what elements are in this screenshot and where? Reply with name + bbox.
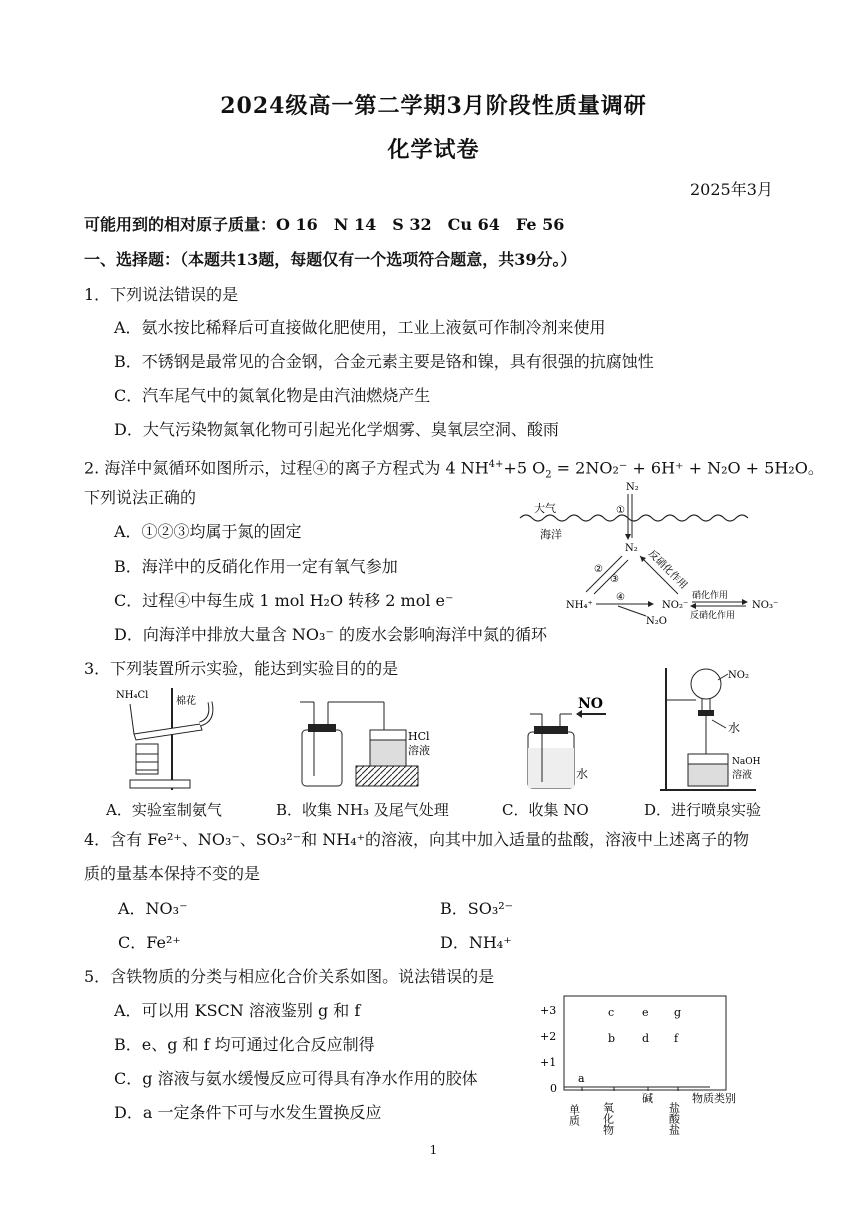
q4-option-a: A．NO₃⁻ [118, 899, 188, 918]
q4-option-d: D．NH₄⁺ [440, 933, 512, 952]
svg-text:单质: 单质 [567, 1104, 581, 1126]
svg-text:g: g [674, 1006, 682, 1019]
svg-text:a: a [578, 1072, 585, 1085]
exam-subject: 化学试卷 [387, 137, 480, 163]
q2-option-a: A．①②③均属于氮的固定 [114, 522, 302, 541]
apparatus-a-diagram [110, 684, 230, 794]
svg-text:水: 水 [576, 767, 589, 781]
q5-option-c: C．g 溶液与氨水缓慢反应可得具有净水作用的胶体 [114, 1069, 478, 1088]
q5-option-b: B．e、g 和 f 均可通过化合反应制得 [114, 1035, 375, 1054]
nitrogen-cycle-diagram [512, 476, 782, 628]
svg-text:N₂: N₂ [626, 482, 639, 493]
svg-text:氧化物: 氧化物 [601, 1102, 615, 1135]
svg-text:物质类别: 物质类别 [692, 1092, 736, 1105]
q2-stem-2: 下列说法正确的 [84, 488, 197, 507]
exam-title: 2024级高一第二学期3月阶段性质量调研 [220, 93, 647, 119]
svg-text:b: b [608, 1032, 616, 1045]
svg-text:溶液: 溶液 [408, 744, 430, 757]
iron-valence-chart [530, 994, 760, 1136]
svg-text:HCl: HCl [408, 730, 430, 743]
q5-stem: 5．含铁物质的分类与相应化合价关系如图。说法错误的是 [84, 967, 495, 986]
q3-stem: 3．下列装置所示实验，能达到实验目的的是 [84, 659, 399, 678]
q4-stem-2: 质的量基本保持不变的是 [84, 864, 261, 883]
svg-text:NH₄Cl: NH₄Cl [116, 690, 149, 701]
apparatus-c-diagram [520, 690, 620, 790]
q2-option-c: C．过程④中每生成 1 mol H₂O 转移 2 mol e⁻ [114, 591, 454, 610]
svg-text:反硝化作用: 反硝化作用 [690, 611, 736, 621]
svg-text:NO: NO [578, 696, 603, 712]
svg-text:N₂O: N₂O [646, 616, 667, 627]
svg-text:棉花: 棉花 [176, 696, 196, 707]
q2-option-d: D．向海洋中排放大量含 NO₃⁻ 的废水会影响海洋中氮的循环 [114, 625, 547, 644]
q5-option-d: D．a 一定条件下可与水发生置换反应 [114, 1103, 382, 1122]
q1-option-a: A．氨水按比稀释后可直接做化肥使用，工业上液氨可作制冷剂来使用 [114, 318, 606, 337]
svg-text:e: e [642, 1006, 649, 1019]
svg-text:①: ① [616, 505, 625, 516]
svg-text:f: f [674, 1032, 679, 1045]
svg-text:反硝化作用: 反硝化作用 [645, 548, 690, 592]
svg-text:水: 水 [728, 721, 741, 735]
svg-text:碱: 碱 [642, 1092, 653, 1105]
page-number: 1 [429, 1143, 438, 1157]
svg-text:N₂: N₂ [625, 543, 638, 554]
apparatus-d-diagram [656, 664, 776, 794]
q1-option-c: C．汽车尾气中的氮氧化物是由汽油燃烧产生 [114, 386, 431, 405]
svg-text:NaOH: NaOH [732, 757, 761, 767]
q2-option-b: B．海洋中的反硝化作用一定有氧气参加 [114, 557, 398, 576]
svg-text:NO₂: NO₂ [728, 670, 749, 681]
svg-text:②: ② [594, 564, 603, 575]
q3-option-a: A．实验室制氨气 [106, 801, 222, 819]
svg-text:+3: +3 [540, 1004, 557, 1017]
svg-text:d: d [642, 1032, 650, 1045]
svg-text:海洋: 海洋 [540, 528, 562, 541]
svg-text:盐酸盐: 盐酸盐 [667, 1102, 681, 1135]
svg-text:溶液: 溶液 [732, 770, 752, 781]
svg-text:c: c [608, 1006, 615, 1019]
section-heading: 一、选择题：（本题共13题，每题仅有一个选项符合题意，共39分。） [84, 250, 577, 269]
q3-option-b: B．收集 NH₃ 及尾气处理 [276, 801, 449, 819]
svg-text:大气: 大气 [534, 502, 556, 515]
svg-text:③: ③ [610, 574, 619, 585]
q4-option-c: C．Fe²⁺ [118, 933, 181, 952]
q3-option-c: C．收集 NO [502, 801, 589, 819]
q1-option-b: B．不锈钢是最常见的合金钢，合金元素主要是铬和镍，具有很强的抗腐蚀性 [114, 352, 654, 371]
svg-text:+1: +1 [540, 1056, 557, 1069]
svg-text:0: 0 [550, 1082, 557, 1095]
svg-text:NH₄⁺: NH₄⁺ [566, 600, 593, 611]
svg-text:④: ④ [616, 592, 625, 603]
q5-option-a: A．可以用 KSCN 溶液鉴别 g 和 f [114, 1001, 361, 1020]
atomic-masses: 可能用到的相对原子质量：O 16 N 14 S 32 Cu 64 Fe 56 [84, 215, 565, 234]
svg-text:+2: +2 [540, 1030, 557, 1043]
exam-date: 2025年3月 [690, 180, 773, 199]
q2-stem: 2. 海洋中氮循环如图所示，过程④的离子方程式为 4 $NH^{4+}+5$ $O_2 = 2NO_2^- + 6H^+ + N_2O + 5H_2O$。 [84, 458, 824, 481]
svg-text:硝化作用: 硝化作用 [692, 591, 729, 601]
svg-text:NO₃⁻: NO₃⁻ [752, 600, 779, 611]
q4-option-b: B．SO₃²⁻ [440, 899, 514, 918]
q4-stem: 4．含有 Fe²⁺、NO₃⁻、SO₃²⁻和 NH₄⁺的溶液，向其中加入适量的盐酸，溶液中上述离子的物 [84, 830, 750, 849]
q1-option-d: D．大气污染物氮氧化物可引起光化学烟雾、臭氧层空洞、酸雨 [114, 420, 559, 439]
apparatus-b-diagram [290, 690, 450, 790]
q3-option-d: D．进行喷泉实验 [644, 801, 762, 819]
svg-text:NO₂⁻: NO₂⁻ [662, 600, 689, 611]
q1-stem: 1．下列说法错误的是 [84, 285, 239, 304]
